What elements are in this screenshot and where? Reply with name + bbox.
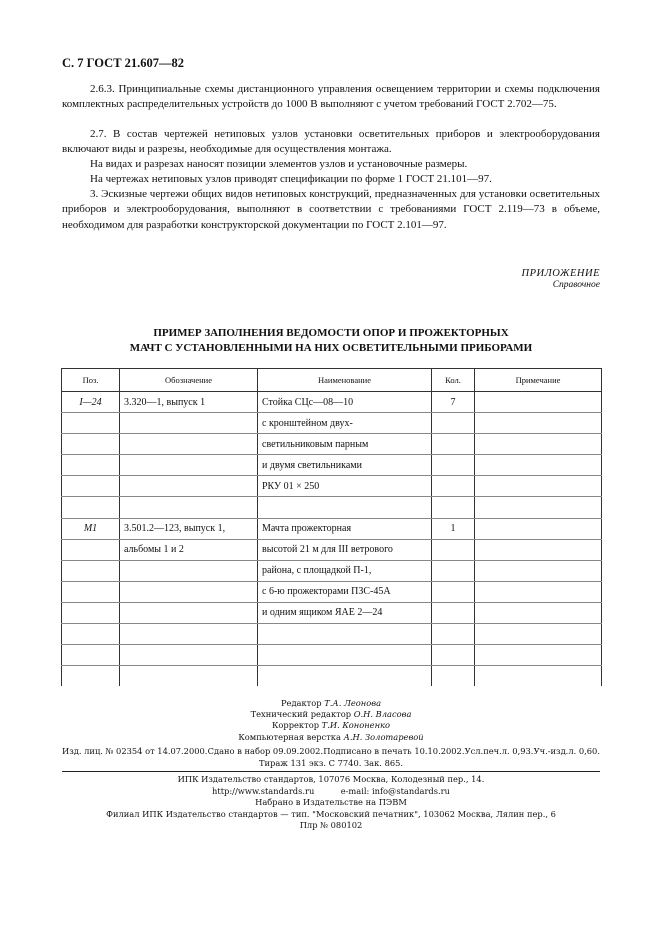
table-title-line-1: ПРИМЕР ЗАПОЛНЕНИЯ ВЕДОМОСТИ ОПОР И ПРОЖЕКТОРНЫХ <box>153 327 509 339</box>
cell-qty <box>432 434 475 455</box>
cell-designation <box>120 476 258 497</box>
paragraph-specification: На чертежах нетиповых узлов приводят спецификации по форме 1 ГОСТ 21.101—97. <box>90 173 492 185</box>
table-header-row <box>62 369 602 392</box>
table-row <box>62 455 602 476</box>
table-row <box>62 624 602 645</box>
cell-pos <box>62 624 120 645</box>
pub-print-sheets: Усл.печ.л. 0,93. <box>464 746 534 756</box>
cell-pos: M1 <box>62 518 120 539</box>
cell-pos <box>62 413 120 434</box>
appendix-subtitle: Справочное <box>552 280 600 290</box>
cell-pos <box>62 645 120 666</box>
table-row <box>62 666 602 687</box>
cell-pos <box>62 455 120 476</box>
cell-note <box>475 476 602 497</box>
header-name: Наименование <box>258 369 432 392</box>
cell-name: с кронштейном двух- <box>258 413 432 434</box>
cell-note <box>475 602 602 623</box>
cell-note <box>475 560 602 581</box>
table-row <box>62 518 602 539</box>
cell-qty <box>432 539 475 560</box>
header-qty: Кол. <box>432 369 475 392</box>
publication-info <box>62 745 600 769</box>
cell-name <box>258 497 432 518</box>
cell-note <box>475 392 602 413</box>
table-row <box>62 434 602 455</box>
cell-name: района, с площадкой П-1, <box>258 560 432 581</box>
cell-qty <box>432 581 475 602</box>
cell-pos <box>62 666 120 687</box>
publisher-branch: Филиал ИПК Издательство стандартов — тип. "Московский печатник", 103062 Москва, Лялин пер., 6 <box>106 808 556 819</box>
table-row <box>62 581 602 602</box>
cell-name: Мачта прожекторная <box>258 518 432 539</box>
pub-license: Изд. лиц. № 02354 от 14.07.2000. <box>62 746 208 756</box>
cell-designation <box>120 560 258 581</box>
cell-qty <box>432 497 475 518</box>
cell-qty <box>432 645 475 666</box>
cell-pos <box>62 476 120 497</box>
cell-designation <box>120 581 258 602</box>
paragraph-2-7: 2.7. В состав чертежей нетиповых узлов установки осветительных приборов и электрооборудования включают виды и разрезы, необходимые для осуществления монтажа. <box>62 128 600 156</box>
table-row <box>62 413 602 434</box>
register-table-body <box>62 369 602 687</box>
cell-note <box>475 434 602 455</box>
cell-name: РКУ 01 × 250 <box>258 476 432 497</box>
header-pos: Поз. <box>62 369 120 392</box>
divider-rule <box>62 771 600 772</box>
pub-circulation: Тираж 131 экз. С 7740. Зак. 865. <box>258 758 404 768</box>
appendix-title: ПРИЛОЖЕНИЕ <box>521 268 600 279</box>
cell-designation <box>120 455 258 476</box>
cell-pos <box>62 539 120 560</box>
cell-designation: альбомы 1 и 2 <box>120 539 258 560</box>
cell-note <box>475 666 602 687</box>
header-note: Примечание <box>475 369 602 392</box>
register-table <box>61 368 602 686</box>
table-row <box>62 645 602 666</box>
cell-pos <box>62 581 120 602</box>
cell-qty: 7 <box>432 392 475 413</box>
cell-name: и одним ящиком ЯАЕ 2—24 <box>258 602 432 623</box>
cell-qty <box>432 666 475 687</box>
credit-editor: Редактор Т.А. Леонова <box>280 698 382 708</box>
table-row <box>62 539 602 560</box>
cell-name <box>258 624 432 645</box>
cell-note <box>475 539 602 560</box>
credit-layout: Компьютерная верстка А.Н. Золотаревой <box>238 731 424 742</box>
appendix-label <box>522 268 601 290</box>
pub-edu-sheets: Уч.-изд.л. 0,60. <box>533 746 600 756</box>
cell-qty: 1 <box>432 518 475 539</box>
cell-name: и двумя светильниками <box>258 455 432 476</box>
cell-qty <box>432 455 475 476</box>
cell-pos <box>62 560 120 581</box>
publisher-address: ИПК Издательство стандартов, 107076 Москва, Колодезный пер., 14. <box>177 774 485 784</box>
header-designation: Обозначение <box>120 369 258 392</box>
table-title <box>62 326 600 356</box>
publisher-block <box>62 774 600 832</box>
pub-sent: Сдано в набор 09.09.2002. <box>207 746 324 756</box>
cell-designation <box>120 645 258 666</box>
credit-corrector: Корректор Т.И. Кононенко <box>271 720 391 731</box>
cell-note <box>475 497 602 518</box>
publisher-plr: Плр № 080102 <box>299 820 363 831</box>
cell-pos <box>62 497 120 518</box>
cell-name <box>258 645 432 666</box>
cell-designation <box>120 602 258 623</box>
cell-designation <box>120 666 258 687</box>
cell-note <box>475 624 602 645</box>
cell-note <box>475 518 602 539</box>
table-row <box>62 392 602 413</box>
table-row <box>62 560 602 581</box>
cell-note <box>475 645 602 666</box>
table-row <box>62 602 602 623</box>
cell-pos <box>62 434 120 455</box>
table-title-line-2: МАЧТ С УСТАНОВЛЕННЫМИ НА НИХ ОСВЕТИТЕЛЬНЫМИ ПРИБОРАМИ <box>129 342 533 354</box>
cell-qty <box>432 602 475 623</box>
cell-note <box>475 413 602 434</box>
cell-designation: 3.320—1, выпуск 1 <box>120 392 258 413</box>
cell-designation <box>120 624 258 645</box>
cell-designation <box>120 434 258 455</box>
cell-note <box>475 581 602 602</box>
cell-pos: I—24 <box>62 392 120 413</box>
pub-signed: Подписано в печать 10.10.2002. <box>323 746 465 756</box>
paragraph-2-6-3: 2.6.3. Принципиальные схемы дистанционного управления освещением территории и схемы подключения комплектных распределительных устройств до 1000 В выполняют с учетом требований ГОСТ 2.702—75. <box>62 83 600 111</box>
cell-name: Стойка СЦс—08—10 <box>258 392 432 413</box>
cell-qty <box>432 413 475 434</box>
cell-name: высотой 21 м для III ветрового <box>258 539 432 560</box>
paragraph-views: На видах и разрезах наносят позиции элементов узлов и установочные размеры. <box>90 158 468 170</box>
credits <box>62 698 600 743</box>
cell-note <box>475 455 602 476</box>
table-row <box>62 476 602 497</box>
cell-name: светильниковым парным <box>258 434 432 455</box>
cell-designation: 3.501.2—123, выпуск 1, <box>120 518 258 539</box>
cell-pos <box>62 602 120 623</box>
table-row <box>62 497 602 518</box>
cell-designation <box>120 413 258 434</box>
credit-tech-editor: Технический редактор О.Н. Власова <box>250 709 412 720</box>
cell-qty <box>432 476 475 497</box>
cell-designation <box>120 497 258 518</box>
paragraph-3: 3. Эскизные чертежи общих видов нетиповых конструкций, предназначенных для установки осветительных приборов и электрооборудования, выполняют в соответствии с требованиями ГОСТ 2.119—73 в объеме, необходимом для разработки конструкторской документации по ГОСТ 2.101—97. <box>62 188 600 231</box>
publisher-web: http://www.standards.ru e-mail: info@standards.ru <box>212 785 450 796</box>
publisher-typeset: Набрано в Издательстве на ПЭВМ <box>255 797 407 808</box>
cell-name <box>258 666 432 687</box>
page-header: С. 7 ГОСТ 21.607—82 <box>62 56 185 70</box>
cell-qty <box>432 624 475 645</box>
cell-qty <box>432 560 475 581</box>
cell-name: с 6-ю прожекторами ПЗС-45А <box>258 581 432 602</box>
